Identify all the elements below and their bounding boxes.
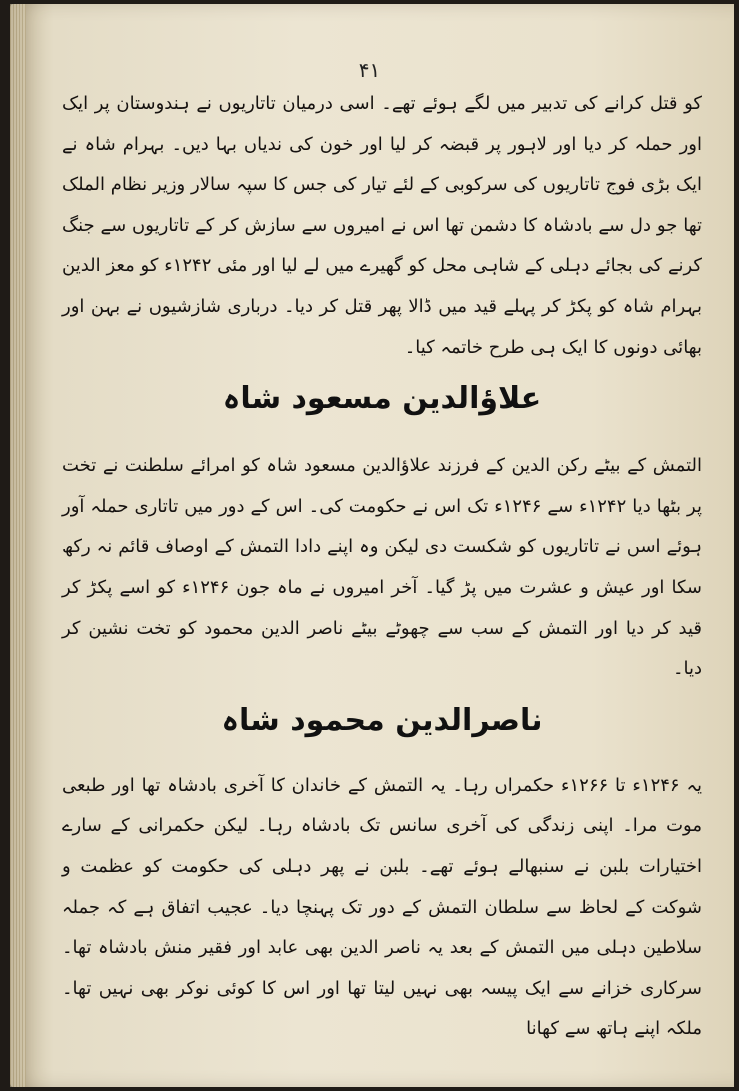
alauddin-paragraph: التمش کے بیٹے رکن الدین کے فرزند علاؤالدین مسعود شاہ کو امرائے سلطنت نے تخت پر بٹھا دیا ۱۲۴۲ء سے ۱۲۴۶ء تک اس نے حکومت کی۔ اس کے دور میں تاتاری حملہ آور ہوئے اسں نے تاتاریوں کو شکست دی لیکن وہ اپنے دادا التمش کے اوصاف قائم نہ رکھ سکا اور عیش و عشرت میں پڑ گیا۔ آخر امیروں نے ماہ جون ۱۲۴۶ء کو اسے پکڑ کر قید کر دیا اور التمش کے سب سے چھوٹے بیٹے ناصر الدین محمود کو تخت نشین کر دیا۔ [62,455,702,680]
page-edge-stack [10,4,26,1087]
section-heading-nasiruddin: ناصرالدین محمود شاہ [221,702,543,738]
section-heading-alauddin: علاؤالدین مسعود شاہ [222,381,542,417]
nasiruddin-paragraph: یہ ۱۲۴۶ء تا ۱۲۶۶ء حکمراں رہا۔ یہ التمش کے خاندان کا آخری بادشاہ تھا اور طبعی موت مرا۔ اپنی زندگی کی آخری سانس تک بادشاہ رہا۔ لیکن حکمرانی کے سارے اختیارات بلبن نے سنبھالے ہوئے تھے۔ بلبن نے پھر دہلی کی حکومت کو عظمت و شوکت کے لحاظ سے سلطان التمش کے دور تک پہنچا دیا۔ عجیب اتفاق ہے کہ جملہ سلاطین دہلی میں التمش کے بعد یہ ناصر الدین بھی عابد اور فقیر منش بادشاہ تھا۔ سرکاری خزانے سے ایک پیسہ بھی نہیں لیتا تھا اور اس کا کوئی نوکر بھی نہیں تھا۔ ملکہ اپنے ہاتھ سے کھانا [62,774,703,1040]
page-body [62,84,702,1050]
intro-paragraph: کو قتل کرانے کی تدبیر میں لگے ہوئے تھے۔ اسی درمیان تاتاریوں نے ہندوستان پر ایک اور حملہ کر دیا اور لاہور پر قبضہ کر لیا اور خون کی ندیاں بہا دیں۔ بہرام شاہ نے ایک بڑی فوج تاتاریوں کی سرکوبی کے لئے تیار کی جس کا سپہ سالار وزیر نظام الملک تھا جو دل سے بادشاہ کا دشمن تھا اس نے امیروں سے سازش کر کے تاتاریوں سے جنگ کرنے کی بجائے دہلی کے شاہی محل کو گھیرے میں لے لیا اور مئی ۱۲۴۲ء کو معز الدین بہرام شاہ کو پکڑ کر پہلے قید میں ڈالا پھر قتل کر دیا۔ درباری شازشیوں نے بہن اور بھائی دونوں کا ایک ہی طرح خاتمہ کیا۔ [62,93,702,358]
page-number: ۴۱ [358,58,381,82]
